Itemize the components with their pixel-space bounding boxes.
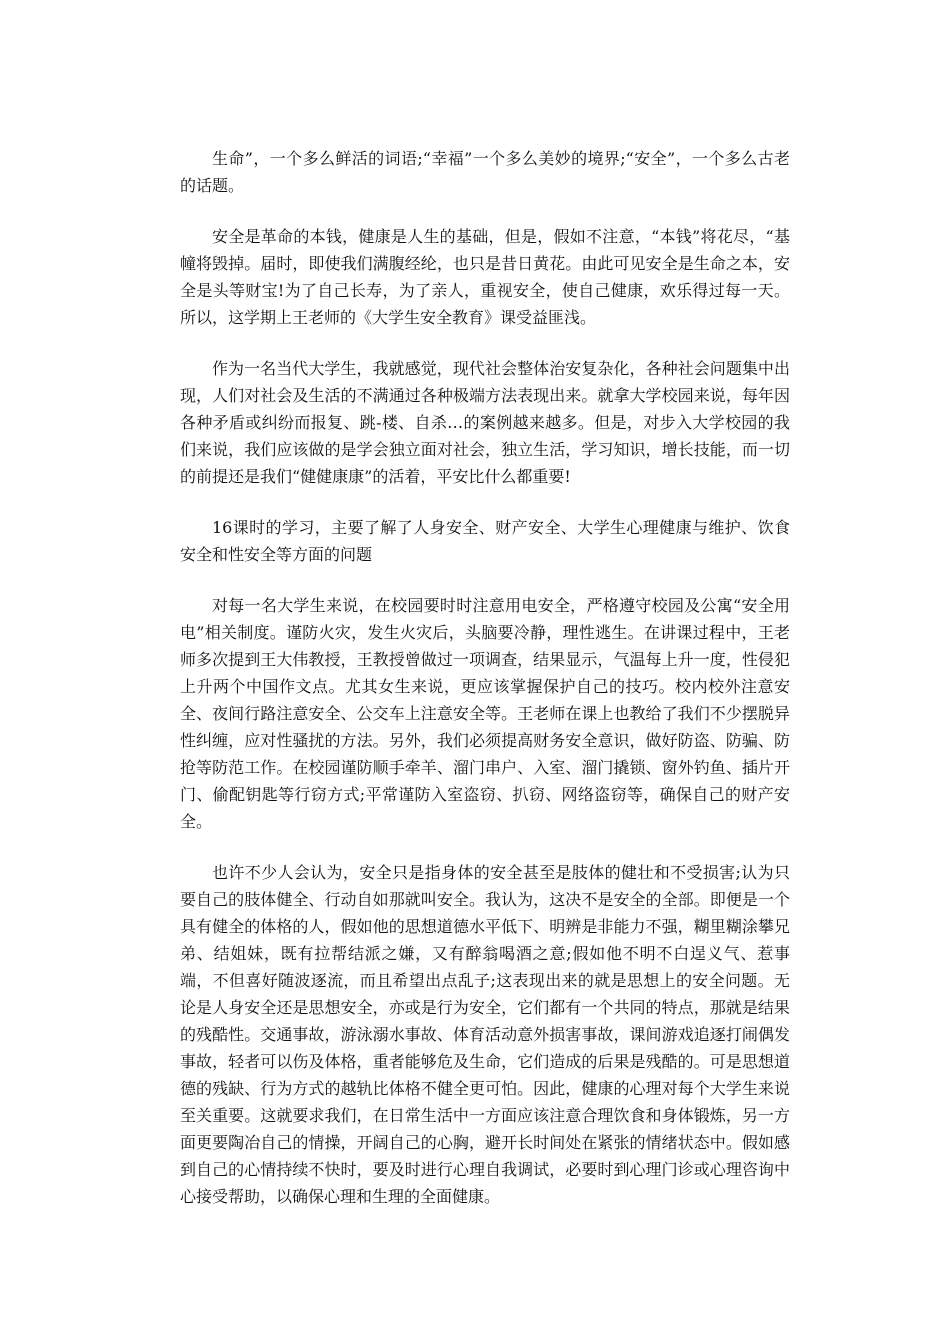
paragraph-3: 作为一名当代大学生，我就感觉，现代社会整体治安复杂化，各种社会问题集中出现，人们对社会及生活的不满通过各种极端方法表现出来。就拿大学校园来说，每年因各种矛盾或纠纷而报复、跳-楼、自杀…的案例越来越多。但是，对步入大学校园的我们来说，我们应该做的是学会独立面对社会，独立生活，学习知识，增长技能，而一切的前提还是我们“健健康康”的活着，平安比什么都重要! [180,359,790,486]
document-body [180,145,790,1234]
paragraph-6: 也许不少人会认为，安全只是指身体的安全甚至是肢体的健壮和不受损害;认为只要自己的肢体健全、行动自如那就叫安全。我认为，这决不是安全的全部。即便是一个具有健全的体格的人，假如他的思想道德水平低下、明辨是非能力不强，糊里糊涂攀兄弟、结姐妹，既有拉帮结派之嫌，又有醉翁喝酒之意;假如他不明不白逞义气、惹事端，不但喜好随波逐流，而且希望出点乱子;这表现出来的就是思想上的安全问题。无论是人身安全还是思想安全，亦或是行为安全，它们都有一个共同的特点，那就是结果的残酷性。交通事故，游泳溺水事故、体育活动意外损害事故，课间游戏追逐打闹偶发事故，轻者可以伤及体格，重者能够危及生命，它们造成的后果是残酷的。可是思想道德的残缺、行为方式的越轨比体格不健全更可怕。因此，健康的心理对每个大学生来说至关重要。这就要求我们，在日常生活中一方面应该注意合理饮食和身体锻炼，另一方面更要陶冶自己的情操，开阔自己的心胸，避开长时间处在紧张的情绪状态中。假如感到自己的心情持续不快时，要及时进行心理自我调试，必要时到心理门诊或心理咨询中心接受帮助，以确保心理和生理的全面健康。 [180,863,790,1206]
paragraph-4: 16课时的学习，主要了解了人身安全、财产安全、大学生心理健康与维护、饮食安全和性安全等方面的问题 [180,518,790,564]
paragraph-5: 对每一名大学生来说，在校园要时时注意用电安全，严格遵守校园及公寓“安全用电”相关制度。谨防火灾，发生火灾后，头脑要冷静，理性逃生。在讲课过程中，王老师多次提到王大伟教授，王教授曾做过一项调查，结果显示，气温每上升一度，性侵犯上升两个中国作文点。尤其女生来说，更应该掌握保护自己的技巧。校内校外注意安全、夜间行路注意安全、公交车上注意安全等。王老师在课上也教给了我们不少摆脱异性纠缠，应对性骚扰的方法。另外，我们必须提高财务安全意识，做好防盗、防骗、防抢等防范工作。在校园谨防顺手牵羊、溜门串户、入室、溜门撬锁、窗外钓鱼、插片开门、偷配钥匙等行窃方式;平常谨防入室盗窃、扒窃、网络盗窃等，确保自己的财产安全。 [180,596,790,831]
paragraph-1: 生命”，一个多么鲜活的词语;“幸福”一个多么美妙的境界;“安全”，一个多么古老的话题。 [180,149,790,195]
paragraph-2: 安全是革命的本钱，健康是人生的基础，但是，假如不注意，“本钱”将花尽，“基幢将毁掉。届时，即使我们满腹经纶，也只是昔日黄花。由此可见安全是生命之本，安全是头等财宝!为了自己长寿，为了亲人，重视安全，使自己健康，欢乐得过每一天。所以，这学期上王老师的《大学生安全教育》课受益匪浅。 [180,227,790,327]
